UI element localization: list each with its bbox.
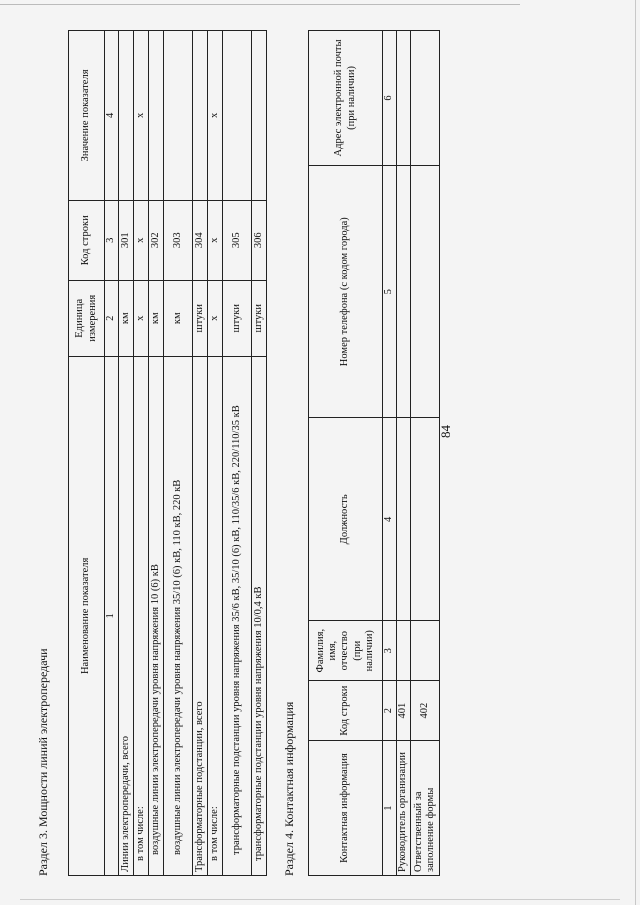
row-unit: штуки — [193, 280, 208, 356]
row-name: в том числе: — [134, 356, 149, 875]
row-code: 402 — [411, 681, 440, 741]
row-name: трансформаторные подстанции уровня напряжения 35/6 кВ, 35/10 (6) кВ, 110/35/6 кВ, 220/110/35 кВ — [223, 356, 252, 875]
table-row — [119, 31, 134, 876]
row-fio-cell — [397, 621, 411, 681]
row-fio-cell — [411, 621, 440, 681]
table-row — [193, 31, 208, 876]
row-value — [119, 31, 134, 201]
row-code: 401 — [397, 681, 411, 741]
row-name: трансформаторные подстанции уровня напряжения 10/0,4 кВ — [252, 356, 267, 875]
table-row — [149, 31, 164, 876]
section3-number-row — [105, 31, 119, 876]
s4-header-contact: Контактная информация — [309, 741, 383, 876]
row-unit: км — [119, 280, 134, 356]
s3-header-unit: Единица измерения — [69, 280, 105, 356]
row-unit: км — [164, 280, 193, 356]
s3-col-number: 1 — [105, 356, 119, 875]
row-unit: х — [134, 280, 149, 356]
row-value — [252, 31, 267, 201]
row-phone-cell — [397, 165, 411, 418]
row-unit: штуки — [223, 280, 252, 356]
page-number: 84 — [438, 425, 453, 438]
row-label: Ответственный за заполнение формы — [411, 741, 440, 876]
table-row — [164, 31, 193, 876]
row-position-cell — [397, 418, 411, 621]
s4-col-number: 1 — [383, 741, 397, 876]
section4-number-row — [383, 31, 397, 876]
row-unit: штуки — [252, 280, 267, 356]
s3-header-code: Код строки — [69, 200, 105, 280]
row-code: 301 — [119, 200, 134, 280]
row-code: 305 — [223, 200, 252, 280]
row-code: 302 — [149, 200, 164, 280]
row-code: х — [208, 200, 223, 280]
s4-col-number: 3 — [383, 621, 397, 681]
s4-col-number: 4 — [383, 418, 397, 621]
scan-edge-right — [635, 0, 636, 905]
row-code: 303 — [164, 200, 193, 280]
s4-col-number: 2 — [383, 681, 397, 741]
s3-header-name: Наименование показателя — [69, 356, 105, 875]
row-position-cell — [411, 418, 440, 621]
s4-col-number: 6 — [383, 31, 397, 166]
row-value: х — [134, 31, 149, 201]
row-name: в том числе: — [208, 356, 223, 875]
s4-header-email: Адрес электронной почты (при наличии) — [309, 31, 383, 166]
table-row — [208, 31, 223, 876]
s4-header-code: Код строки — [309, 681, 383, 741]
section4-title: Раздел 4. Контактная информация — [282, 701, 296, 876]
row-value — [164, 31, 193, 201]
row-name: Линии электропередачи, всего — [119, 356, 134, 875]
row-value — [223, 31, 252, 201]
row-value: х — [208, 31, 223, 201]
row-label: Руководитель организации — [397, 741, 411, 876]
section3-title: Раздел 3. Мощности линий электропередачи — [36, 648, 50, 876]
row-value — [149, 31, 164, 201]
row-code: х — [134, 200, 149, 280]
row-name: воздушные линии электропередачи уровня напряжения 10 (6) кВ — [149, 356, 164, 875]
row-unit: км — [149, 280, 164, 356]
s4-header-position: Должность — [309, 418, 383, 621]
s4-header-fio: Фамилия, имя, отчество (при наличии) — [309, 621, 383, 681]
s3-col-number: 3 — [105, 200, 119, 280]
s3-header-value: Значение показателя — [69, 31, 105, 201]
row-name: воздушные линии электропередачи уровня напряжения 35/10 (6) кВ, 110 кВ, 220 кВ — [164, 356, 193, 875]
table-row — [223, 31, 252, 876]
row-code: 304 — [193, 200, 208, 280]
section3-table — [68, 30, 267, 876]
row-code: 306 — [252, 200, 267, 280]
table-row — [134, 31, 149, 876]
row-unit: х — [208, 280, 223, 356]
s4-col-number: 5 — [383, 165, 397, 418]
table-row — [411, 31, 440, 876]
scan-edge-top — [0, 4, 520, 5]
row-value — [193, 31, 208, 201]
scan-edge-bottom — [20, 899, 620, 900]
row-email-cell — [397, 31, 411, 166]
section4-table — [308, 30, 440, 876]
section3-header-row — [69, 31, 105, 876]
rotated-page-content — [30, 30, 630, 876]
table-row — [252, 31, 267, 876]
s3-col-number: 2 — [105, 280, 119, 356]
row-email-cell — [411, 31, 440, 166]
s4-header-phone: Номер телефона (с кодом города) — [309, 165, 383, 418]
s3-col-number: 4 — [105, 31, 119, 201]
section4-header-row — [309, 31, 383, 876]
table-row — [397, 31, 411, 876]
row-phone-cell — [411, 165, 440, 418]
row-name: Трансформаторные подстанции, всего — [193, 356, 208, 875]
